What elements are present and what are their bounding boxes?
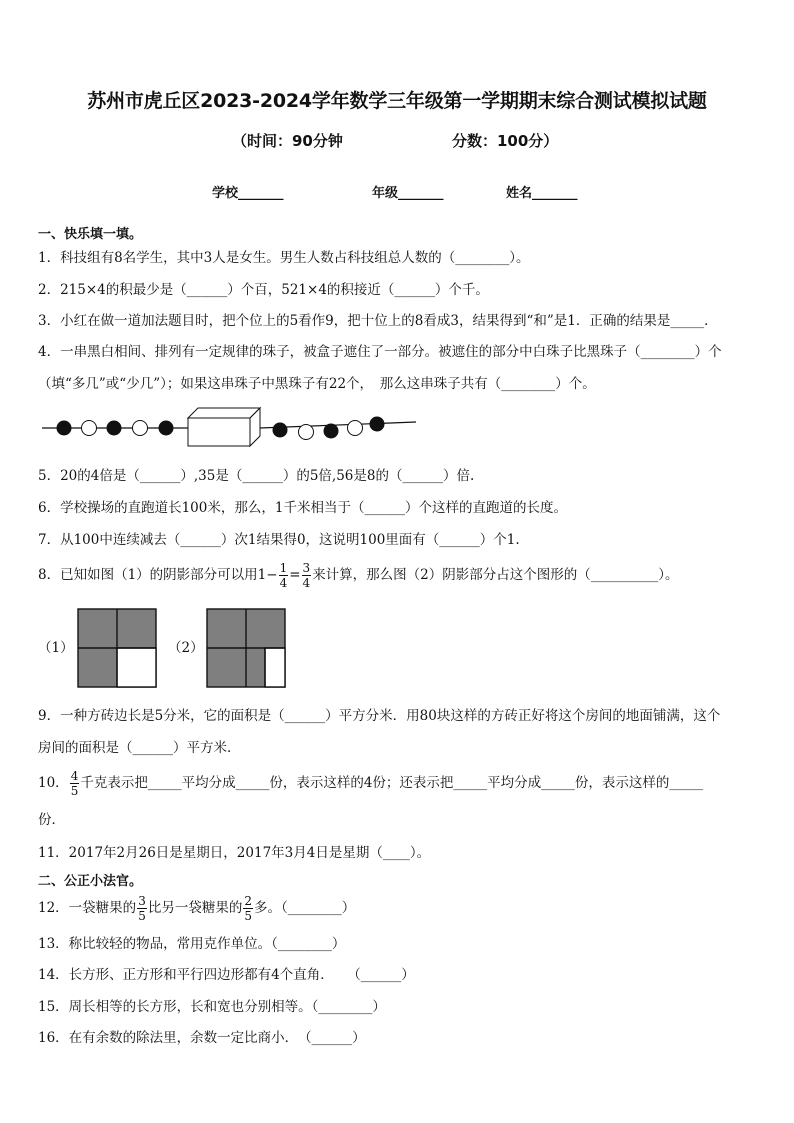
question-11: 11．2017年2月26日是星期日，2017年3月4日是星期（____）。 xyxy=(38,845,431,861)
question-10-line2: 份． xyxy=(38,812,65,828)
bead-black xyxy=(57,421,72,436)
question-5: 5．20的4倍是（______）,35是（______）的5倍,56是8的（______）倍. xyxy=(38,468,475,484)
question-4-line1: 4．一串黑白相间、排列有一定规律的珠子，被盒子遮住了一部分。被遮住的部分中白珠子比黑珠子（________）个 xyxy=(38,344,722,360)
school-field: 学校_______ xyxy=(212,186,284,201)
bead-white xyxy=(348,421,363,436)
question-14: 14．长方形、正方形和平行四边形都有4个直角． （______） xyxy=(38,967,415,983)
q10-text: 千克表示把_____平均分成_____份，表示这样的4份；还表示把_____平均分成_____份，表示这样的_____ xyxy=(80,774,704,791)
q12-fraction-2: $\frac{2}{5}$ xyxy=(244,893,252,923)
q8-equals: = xyxy=(289,566,301,583)
q8-fraction-1: $\frac{1}{4}$ xyxy=(279,560,288,590)
figure-1-square xyxy=(78,609,158,689)
question-15: 15．周长相等的长方形，长和宽也分别相等。（________） xyxy=(38,999,386,1015)
bead-white xyxy=(133,421,148,436)
q8-prefix: 8．已知如图（1）的阴影部分可以用1− xyxy=(38,566,278,583)
q12-prefix: 12．一袋糖果的 xyxy=(38,899,137,916)
q12-mid: 比另一袋糖果的 xyxy=(147,899,243,916)
figure-1-label: （1） xyxy=(38,640,74,656)
question-13: 13．称比较轻的物品，常用克作单位。（________） xyxy=(38,936,346,952)
question-1: 1．科技组有8名学生，其中3人是女生。男生人数占科技组总人数的（________）。 xyxy=(38,250,530,266)
cover-box xyxy=(188,408,260,446)
bead-black xyxy=(107,421,122,436)
figure-2-square xyxy=(207,609,287,689)
q10-fraction: $\frac{4}{5}$ xyxy=(70,768,79,798)
bead-white xyxy=(82,421,97,436)
bead-string-figure xyxy=(0,400,794,450)
section-heading-2: 二、公正小法官。 xyxy=(38,874,143,889)
question-9-line1: 9．一种方砖边长是5分米，它的面积是（______）平方分米．用80块这样的方砖正好将这个房间的地面铺满，这个 xyxy=(38,708,721,724)
question-6: 6．学校操场的直跑道长100米，那么，1千米相当于（______）个这样的直跑道的长度。 xyxy=(38,500,567,516)
bead-black xyxy=(324,424,339,439)
q8-fraction-2: $\frac{3}{4}$ xyxy=(302,560,311,590)
section-heading-1: 一、快乐填一填。 xyxy=(38,227,143,242)
grade-field: 年级_______ xyxy=(372,186,444,201)
bead-black xyxy=(159,421,174,436)
q10-prefix: 10． xyxy=(38,774,69,791)
question-7: 7．从100中连续减去（______）次1结果得0，这说明100里面有（______）个1. xyxy=(38,532,520,548)
question-3: 3．小红在做一道加法题目时，把个位上的5看作9，把十位上的8看成3，结果得到“和”是1．正确的结果是_____． xyxy=(38,313,718,329)
bead-black xyxy=(370,417,385,432)
question-4-line2: （填“多几”或“少几”）；如果这串珠子中黑珠子有22个， 那么这串珠子共有（________）个。 xyxy=(38,376,596,392)
q12-suffix: 多。（________） xyxy=(253,899,356,916)
question-12 xyxy=(38,889,355,927)
bead-white xyxy=(299,425,314,440)
q12-fraction-1: $\frac{3}{5}$ xyxy=(138,893,146,923)
bead-black xyxy=(273,423,288,438)
question-9-line2: 房间的面积是（______）平方米． xyxy=(38,740,241,756)
page-title: 苏州市虎丘区2023-2024学年数学三年级第一学期期末综合测试模拟试题 xyxy=(87,90,707,112)
question-16: 16．在有余数的除法里，余数一定比商小． （______） xyxy=(38,1030,366,1046)
question-10 xyxy=(38,764,703,802)
name-field: 姓名_______ xyxy=(506,186,578,201)
q8-suffix: 来计算，那么图（2）阴影部分占这个图形的（__________）。 xyxy=(312,566,679,583)
question-8 xyxy=(38,556,679,594)
question-2: 2．215×4的积最少是（______）个百，521×4的积接近（______）个千。 xyxy=(38,282,489,298)
time-label: （时间：90分钟 xyxy=(232,132,343,150)
score-label: 分数：100分） xyxy=(452,132,559,150)
figure-2-label: （2） xyxy=(168,640,204,656)
